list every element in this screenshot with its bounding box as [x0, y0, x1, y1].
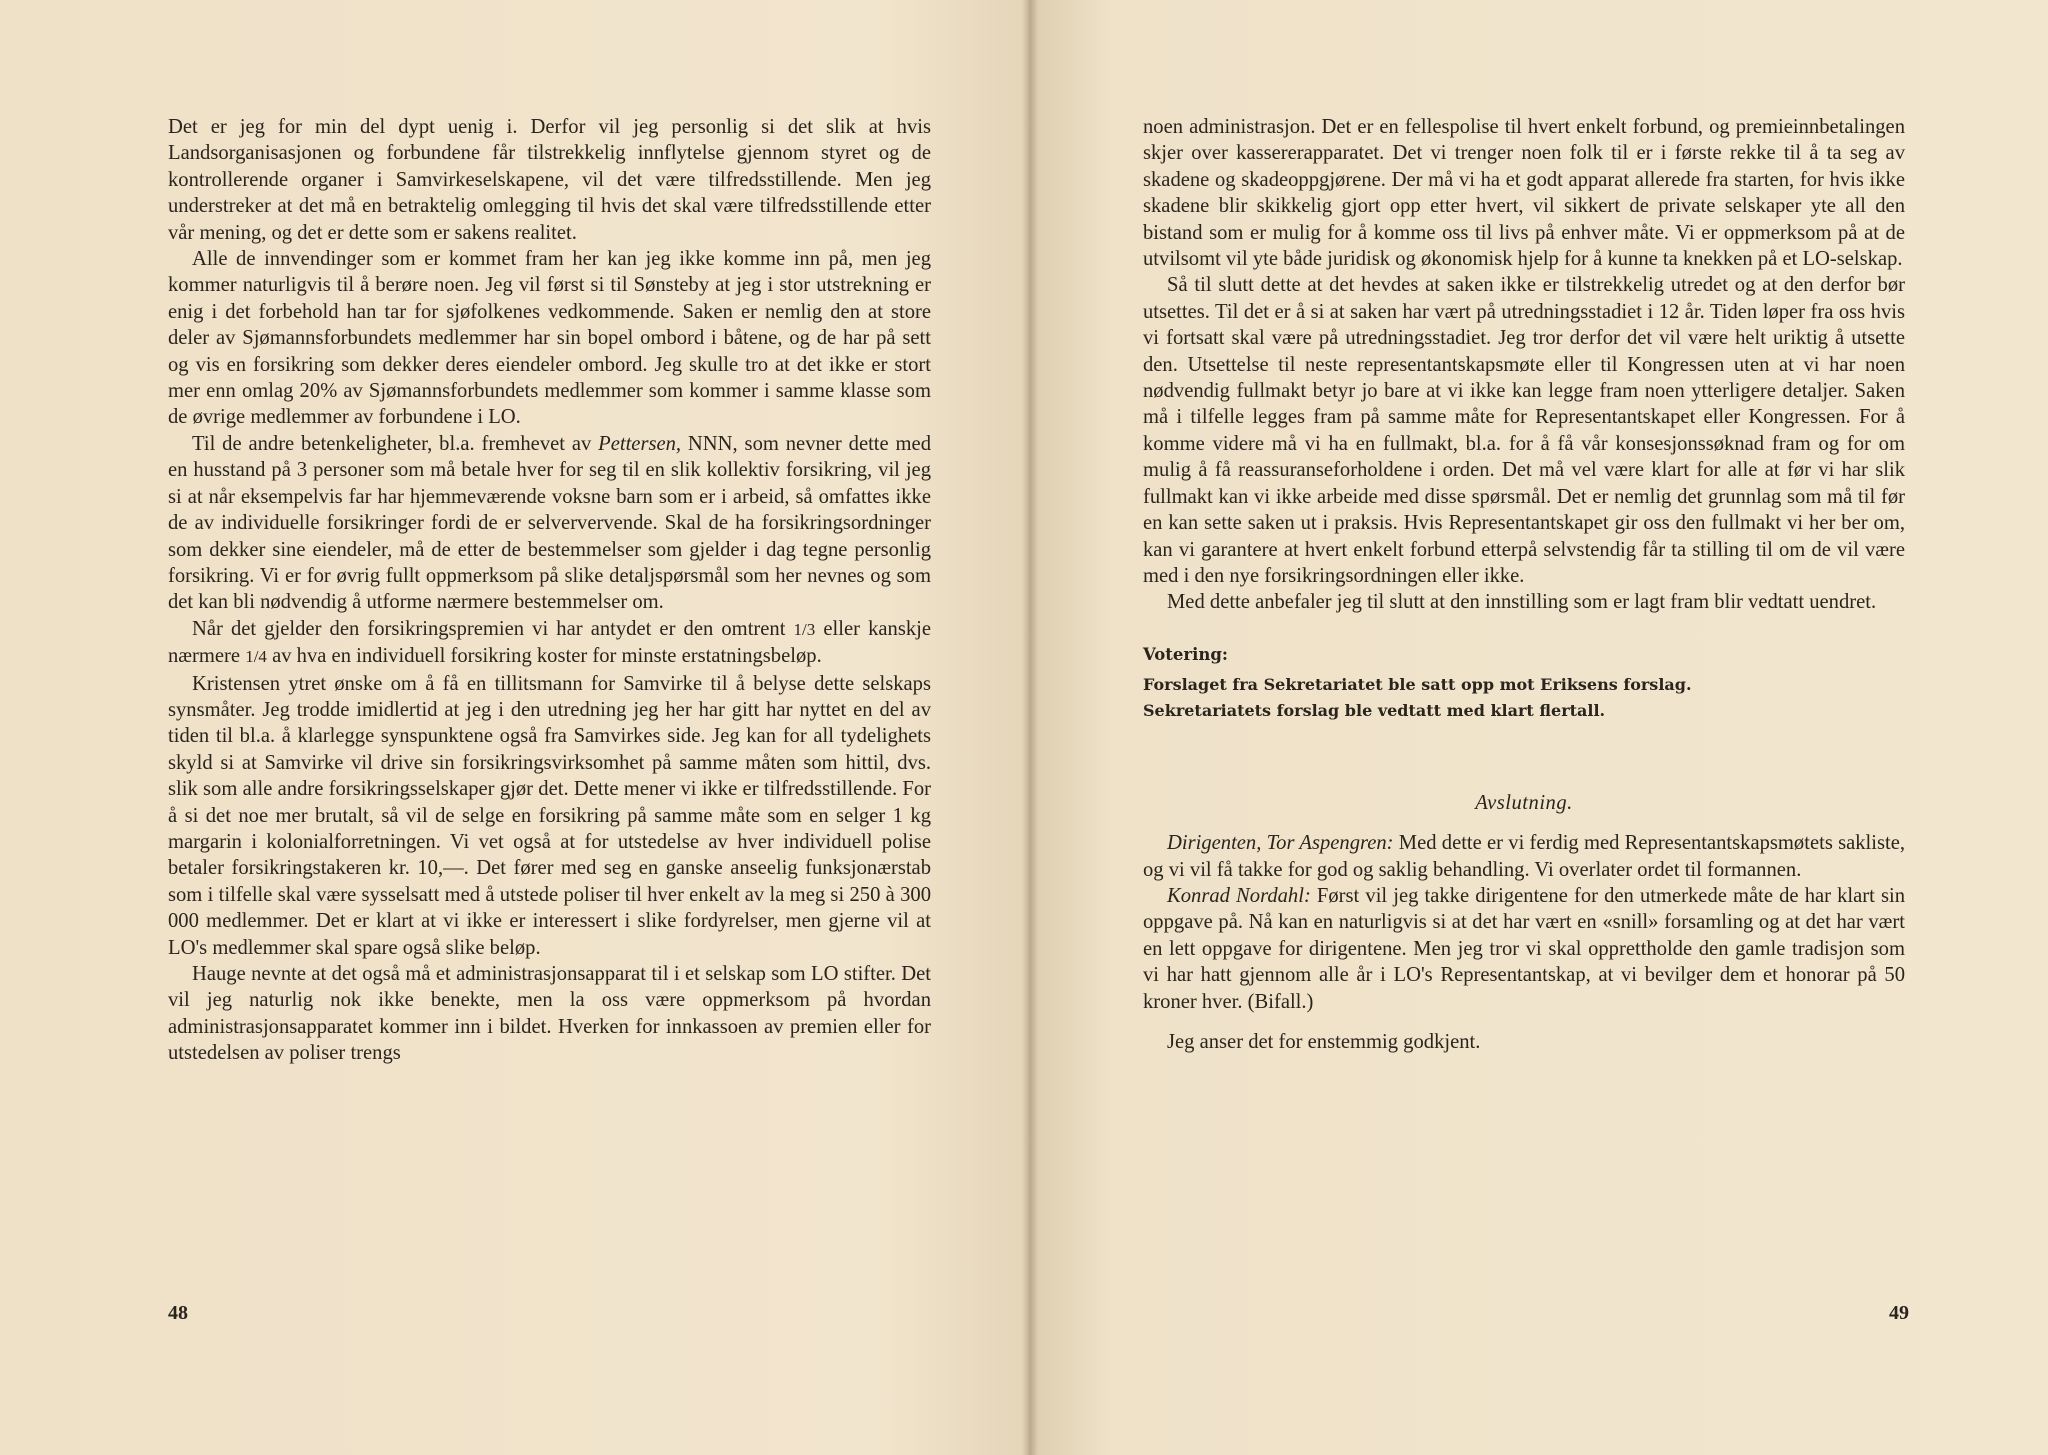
paragraph: noen administrasjon. Det er en fellespolise til hvert enkelt forbund, og premieinnbetalingen skjer over kassererapparatet. Det vi trenger noen folk til er i første rekke til å ta seg av skadene og skadeoppgjørene. Der må vi ha et godt apparat allerede fra starten, for hvis ikke skadene blir skikkelig gjort opp etter hvert, vil sikkert de private selskaper yte all den bistand som er mulig for å komme oss til livs på enhver måte. Vi er oppmerksom på at de utvilsomt vil yte både juridisk og økonomisk hjelp for å kunne ta knekken på et LO-selskap.	[1143, 116, 1905, 271]
right-page	[1030, 0, 2048, 1455]
page-number: 48	[168, 1302, 188, 1324]
votering-heading: Votering:	[1143, 644, 1228, 664]
paragraph: Det er jeg for min del dypt uenig i. Derfor vil jeg personlig si det slik at hvis Landsorganisasjonen og forbundene får tilstrekkelig innflytelse gjennom styret og de kontrollerende organer i Samvirkeselskapene, vil det være tilfredsstillende. Men jeg understreker at det må en betraktelig omlegging til hvis det skal være tilfredsstillende etter vår mening, og det er dette som er sakens realitet.	[168, 116, 931, 244]
paragraph	[168, 616, 931, 671]
speaker-name: Konrad Nordahl:	[1167, 884, 1311, 907]
paragraph: Så til slutt dette at det hevdes at saken ikke er tilstrekkelig utredet og at den derfor bør utsettes. Til det er å si at saken har vært på utredningsstadiet i 12 år. Tiden løper fra oss hvis vi fortsatt skal være på utredningsstadiet. Jeg tror derfor det vil være helt uriktig å utsette den. Utsettelse til neste representantskapsmøte eller til Kongressen uten at vi har noen nødvendig fullmakt betyr jo bare at vi ikke kan legge fram noen ytterligere detaljer. Saken må i tilfelle legges fram på samme måte for Representantskapet eller Kongressen. For å komme videre må vi ha en fullmakt, bl.a. for å få vår konsesjonssøknad fram og for om mulig å få reassuranseforholdene i orden. Det må vel være klart for alle at før vi har slik fullmakt kan vi ikke arbeide med disse spørsmål. Det er nemlig det grunnlag som må til før en kan sette saken ut i praksis. Hvis Representantskapet gir oss den fullmakt vi her ber om, kan vi garantere at hvert enkelt forbund etterpå selvstendig får ta stilling til om de vil være med i den nye forsikringsordningen eller ikke.	[1143, 274, 1905, 587]
paragraph-text: eller kanskje nærmere	[168, 617, 931, 668]
spacer	[1143, 1015, 1905, 1029]
paragraph: Jeg anser det for enstemmig godkjent.	[1167, 1030, 1481, 1053]
paragraph-text: Til de andre betenkeligheter, bl.a. fremhevet av	[192, 432, 599, 455]
paragraph-text: Med dette er vi ferdig med Representantskapsmøtets sakliste, og vi vil få takke for god og saklig behandling. Vi overlater ordet til formannen.	[1143, 832, 1905, 881]
speaker-name: Pettersen,	[598, 432, 682, 455]
paragraph: Kristensen ytret ønske om å få en tillitsmann for Samvirke til å belyse dette selskaps synsmåter. Jeg trodde imidlertid at jeg i den utredning jeg her har gitt har nyttet en del av tiden til bl.a. å klarlegge synspunktene også fra Samvirkes side. Jeg kan for all tydelighets skyld si at Samvirke vil drive sin forsikringsvirksomhet på samme måten som hittil, dvs. slik som alle andre forsikringsselskaper gjør det. Dette mener vi ikke er tilfredsstillende. For å si det noe mer brutalt, så vil de selge en forsikring på samme måte som en selger 1 kg margarin i kolonialforretningen. Vi vet også at for utstedelse av hver individuell polise betaler forsikringstakeren kr. 10,—. Det fører med seg en ganske anseelig funksjonærstab som i tilfelle skal være sysselsatt med å utstede poliser til hver enkelt av la meg si 250 à 300 000 medlemmer. Det er klart at vi ikke er interessert i slike fordyrelser, men gjerne vil at LO's medlemmer skal spare også slike beløp.	[168, 672, 931, 959]
fraction: 1/3	[793, 619, 816, 639]
vote-line: Forslaget fra Sekretariatet ble satt opp mot Eriksens forslag.	[1143, 674, 1692, 694]
paragraph-text: Først vil jeg takke dirigentene for den utmerkede måte de har klart sin oppgave på. Nå kan en naturligvis si at det har vært en «snill» forsamling og at det har vært en lett oppgave for dirigentene. Men jeg tror vi skal opprettholde den gamle tradisjon som vi har hatt gjennom alle år i LO's Representantskap, at vi bevilger dem et honorar på 50 kroner hver. (Bifall.)	[1143, 884, 1905, 1013]
fraction: 1/4	[245, 647, 267, 667]
speaker-name: Dirigenten, Tor Aspengren:	[1167, 832, 1394, 855]
vote-line: Sekretariatets forslag ble vedtatt med klart flertall.	[1143, 700, 1606, 720]
paragraph: Med dette anbefaler jeg til slutt at den innstilling som er lagt fram blir vedtatt uendret.	[1167, 591, 1877, 614]
section-title: Avslutning.	[1475, 791, 1573, 814]
book-gutter	[1022, 0, 1038, 1455]
paragraph: Hauge nevnte at det også må et administrasjonsapparat til i et selskap som LO stifter. Det vil jeg naturlig nok ikke benekte, men la oss være oppmerksom på hvordan administrasjonsapparatet kommer inn i bildet. Hverken for innkassoen av premien eller for utstedelsen av poliser trengs	[168, 963, 931, 1065]
page-number: 49	[1889, 1302, 1909, 1324]
votering-block	[1143, 672, 1905, 724]
right-text-column	[1143, 114, 1905, 1055]
paragraph-text: Når det gjelder den forsikringspremien vi har antydet er den omtrent	[192, 617, 794, 640]
paragraph-text: av hva en individuell forsikring koster for minste erstatningsbeløp.	[266, 645, 822, 668]
paragraph	[168, 431, 931, 616]
paragraph: Alle de innvendinger som er kommet fram her kan jeg ikke komme inn på, men jeg kommer naturligvis til å berøre noen. Jeg vil først si til Sønsteby at jeg i stor utstrekning er enig i det forbehold han tar for sjøfolkenes vedkommende. Saken er nemlig den at store deler av Sjømannsforbundets medlemmer har sin bopel ombord i båtene, og de har på sett og vis en forsikring som dekker deres eiendeler ombord. Jeg skulle tro at det ikke er stort mer enn omlag 20% av Sjømannsforbundets medlemmer som kommer i samme klasse som de øvrige medlemmer av forbundene i LO.	[168, 248, 931, 429]
paragraph	[1143, 830, 1905, 883]
left-text-column	[168, 114, 931, 1067]
paragraph-text: NNN, som nevner dette med en husstand på 3 personer som må betale hver for seg til en slik kollektiv forsikring, vil jeg si at når eksempelvis far har hjemmeværende voksne barn som er i arbeid, så omfattes ikke de av individuelle forsikringer fordi de er selververvende. Skal de ha forsikringsordninger som dekker sine eiendeler, må de etter de bestemmelser som gjelder i dag tegne personlig forsikring. Vi er for øvrig fullt oppmerksom på slike detaljspørsmål som her nevnes og som det kan bli nødvendig å utforme nærmere bestemmelser om.	[168, 432, 931, 614]
paragraph	[1143, 883, 1905, 1015]
